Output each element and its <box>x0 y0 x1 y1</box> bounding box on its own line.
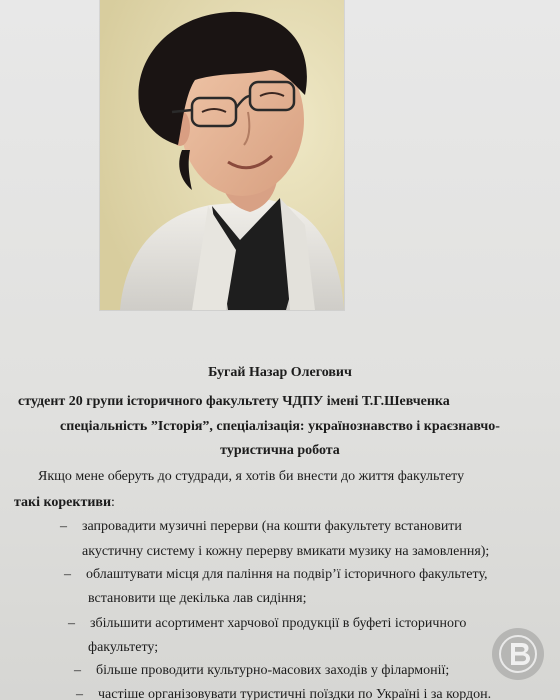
list-item <box>74 662 449 680</box>
list-item <box>68 615 466 633</box>
list-dash: – <box>68 616 75 631</box>
portrait-illustration <box>100 0 344 310</box>
list-dash: – <box>76 687 83 700</box>
student-specialization-end: туристична робота <box>220 443 340 458</box>
list-item-continuation: акустичну систему і кожну перерву вмикати музику на замовлення); <box>82 544 490 559</box>
list-dash: – <box>64 567 71 582</box>
student-group: студент 20 групи історичного факультету ЧДПУ імені Т.Г.Шевченка <box>18 394 450 409</box>
list-dash: – <box>74 663 81 678</box>
list-item-text: більше проводити культурно-масових заходів у філармонії; <box>96 663 450 678</box>
list-item-text: частіше організовувати туристичні поїздки по Україні і за кордон. <box>98 687 492 700</box>
watermark-letter-icon <box>498 634 538 674</box>
list-item <box>60 518 462 536</box>
intro-text: Якщо мене оберуть до студради, я хотів би внести до життя факультету <box>38 469 465 484</box>
intro-emphasis <box>14 494 115 512</box>
list-item-text: збільшити асортимент харчової продукції в буфеті історичного <box>90 616 467 631</box>
vikna-logo-icon <box>492 628 544 680</box>
list-item-continuation: факультету; <box>88 640 159 655</box>
list-item-text: запровадити музичні перерви (на кошти факультету встановити <box>82 519 462 534</box>
list-item <box>76 686 491 700</box>
student-specialty: спеціальність ”Історія”, спеціалізація: українознавство і краєзнавчо- <box>60 419 500 434</box>
student-name: Бугай Назар Олегович <box>208 365 352 380</box>
list-item-text: облаштувати місця для паління на подвір’ї історичного факультету, <box>86 567 488 582</box>
intro-emphasis-text: такі корективи <box>14 495 112 510</box>
list-item <box>64 566 488 584</box>
list-dash: – <box>60 519 67 534</box>
list-item-continuation: встановити ще декілька лав сидіння; <box>88 591 307 606</box>
student-photo <box>100 0 344 310</box>
intro-colon: : <box>111 495 115 510</box>
